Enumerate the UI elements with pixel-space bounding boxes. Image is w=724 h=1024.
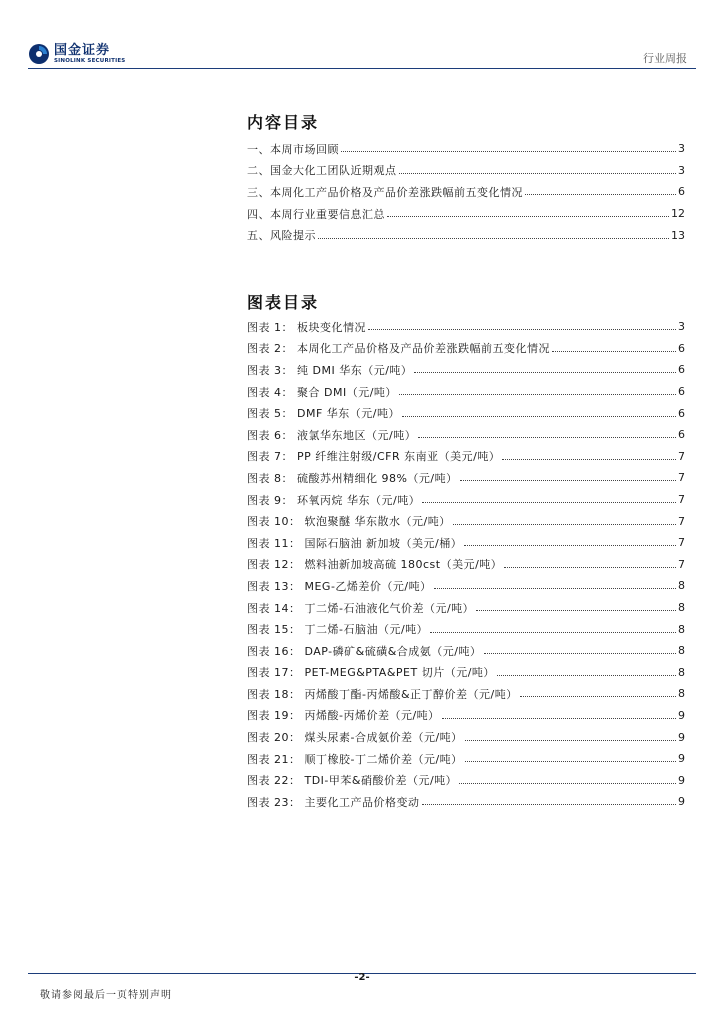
figure-entry[interactable] (247, 640, 685, 662)
contents-entry-page: 3 (678, 163, 685, 177)
contents-list (247, 138, 685, 246)
dot-leader (422, 502, 676, 503)
dot-leader (422, 804, 677, 805)
figure-entry-page: 8 (678, 665, 685, 679)
figure-entry-page: 8 (678, 579, 685, 593)
figure-entry-label: 图表 16： DAP-磷矿&硫磺&合成氨（元/吨） (247, 644, 482, 658)
figure-entry[interactable] (247, 467, 685, 489)
dot-leader (464, 545, 676, 546)
dot-leader (341, 151, 676, 152)
figure-entry-page: 9 (678, 752, 685, 766)
figure-entry-label: 图表 22： TDI-甲苯&硝酸价差（元/吨） (247, 774, 458, 788)
dot-leader (318, 238, 669, 239)
logo-english-name: SINOLINK SECURITIES (54, 57, 126, 64)
figure-entry-page: 8 (678, 687, 685, 701)
figures-title: 图表目录 (247, 293, 320, 312)
figure-entry-label: 图表 9： 环氧丙烷 华东（元/吨） (247, 493, 421, 507)
page-header (0, 0, 724, 70)
figure-entry-page: 7 (678, 471, 685, 485)
figure-entry[interactable] (247, 683, 685, 705)
dot-leader (387, 216, 669, 217)
figure-entry-label: 图表 12： 燃料油新加坡高硫 180cst（美元/吨） (247, 558, 503, 572)
figure-entry[interactable] (247, 424, 685, 446)
contents-entry[interactable] (247, 181, 685, 203)
figure-entry-page: 8 (678, 644, 685, 658)
figure-entry[interactable] (247, 359, 685, 381)
figure-entry-page: 7 (678, 449, 685, 463)
figure-entry[interactable] (247, 489, 685, 511)
figure-entry-label: 图表 5： DMF 华东（元/吨） (247, 407, 400, 421)
figure-entry-page: 9 (678, 795, 685, 809)
dot-leader (465, 761, 676, 762)
figure-entry[interactable] (247, 575, 685, 597)
dot-leader (459, 783, 676, 784)
report-type-label: 行业周报 (643, 52, 687, 65)
figure-entry[interactable] (247, 338, 685, 360)
figure-entry[interactable] (247, 618, 685, 640)
figure-entry-page: 8 (678, 601, 685, 615)
contents-entry-label: 二、国金大化工团队近期观点 (247, 164, 397, 178)
figure-entry-page: 9 (678, 730, 685, 744)
figure-entry-page: 7 (678, 514, 685, 528)
dot-leader (399, 394, 676, 395)
figure-entry-label: 图表 19： 丙烯酸-丙烯价差（元/吨） (247, 709, 440, 723)
figure-entry-label: 图表 4： 聚合 DMI（元/吨） (247, 385, 397, 399)
figure-entry-page: 3 (678, 320, 685, 334)
figure-entry-label: 图表 20： 煤头尿素-合成氨价差（元/吨） (247, 731, 463, 745)
figure-entry-page: 6 (678, 341, 685, 355)
figure-entry[interactable] (247, 554, 685, 576)
figure-entry[interactable] (247, 532, 685, 554)
figure-entry-page: 9 (678, 773, 685, 787)
dot-leader (497, 675, 676, 676)
figure-entry-label: 图表 18： 丙烯酸丁酯-丙烯酸&正丁醇价差（元/吨） (247, 687, 518, 701)
figure-entry-label: 图表 13： MEG-乙烯差价（元/吨） (247, 579, 432, 593)
figure-entry-page: 6 (678, 363, 685, 377)
company-logo (28, 41, 125, 67)
dot-leader (476, 610, 676, 611)
figure-entry-label: 图表 14： 丁二烯-石油液化气价差（元/吨） (247, 601, 475, 615)
figure-entry-label: 图表 17： PET-MEG&PTA&PET 切片（元/吨） (247, 666, 495, 680)
dot-leader (442, 718, 676, 719)
contents-entry-label: 四、本周行业重要信息汇总 (247, 207, 385, 221)
figure-entry-label: 图表 11： 国际石脑油 新加坡（美元/桶） (247, 536, 463, 550)
figure-entry-label: 图表 3： 纯 DMI 华东（元/吨） (247, 363, 413, 377)
figure-entry-label: 图表 10： 软泡聚醚 华东散水（元/吨） (247, 515, 451, 529)
figure-entry[interactable] (247, 769, 685, 791)
figure-entry-page: 7 (678, 536, 685, 550)
page-number: -2- (354, 972, 370, 983)
disclaimer-note: 敬请参阅最后一页特别声明 (40, 990, 172, 1001)
dot-leader (430, 632, 676, 633)
dot-leader (402, 416, 676, 417)
contents-entry[interactable] (247, 203, 685, 225)
figure-entry[interactable] (247, 510, 685, 532)
figure-entry-label: 图表 23： 主要化工产品价格变动 (247, 795, 420, 809)
dot-leader (414, 372, 676, 373)
dot-leader (460, 480, 676, 481)
logo-mark-icon (28, 43, 50, 65)
contents-entry-label: 三、本周化工产品价格及产品价差涨跌幅前五变化情况 (247, 185, 523, 199)
figure-entry[interactable] (247, 381, 685, 403)
figure-entry-page: 8 (678, 622, 685, 636)
figure-entry[interactable] (247, 316, 685, 338)
contents-entry[interactable] (247, 138, 685, 160)
logo-chinese-name: 国金证券 (54, 42, 111, 58)
figure-entry[interactable] (247, 662, 685, 684)
figure-entry[interactable] (247, 726, 685, 748)
dot-leader (525, 194, 676, 195)
figure-entry[interactable] (247, 705, 685, 727)
figure-entry-label: 图表 6： 液氯华东地区（元/吨） (247, 428, 417, 442)
figure-entry[interactable] (247, 748, 685, 770)
figure-entry-page: 7 (678, 557, 685, 571)
contents-entry-label: 一、本周市场回顾 (247, 142, 339, 156)
dot-leader (552, 351, 676, 352)
dot-leader (520, 696, 676, 697)
figure-entry-label: 图表 8： 硫酸苏州精细化 98%（元/吨） (247, 471, 458, 485)
dot-leader (504, 567, 676, 568)
contents-entry-page: 6 (678, 185, 685, 199)
figure-entry-page: 9 (678, 708, 685, 722)
contents-entry[interactable] (247, 160, 685, 182)
dot-leader (368, 329, 676, 330)
figure-entry-page: 7 (678, 493, 685, 507)
figure-entry-label: 图表 1： 板块变化情况 (247, 320, 366, 334)
dot-leader (418, 437, 676, 438)
figure-entry[interactable] (247, 402, 685, 424)
figure-entry-label: 图表 7： PP 纤维注射级/CFR 东南亚（美元/吨） (247, 450, 501, 464)
dot-leader (399, 173, 677, 174)
dot-leader (453, 524, 676, 525)
dot-leader (434, 588, 676, 589)
contents-entry-page: 13 (671, 228, 685, 242)
figures-list (247, 316, 685, 813)
figure-entry-page: 6 (678, 385, 685, 399)
figure-entry-page: 6 (678, 428, 685, 442)
header-divider (28, 68, 696, 69)
dot-leader (484, 653, 676, 654)
contents-entry-page: 3 (678, 142, 685, 156)
figure-entry[interactable] (247, 446, 685, 468)
contents-entry[interactable] (247, 224, 685, 246)
figure-entry-label: 图表 21： 顺丁橡胶-丁二烯价差（元/吨） (247, 752, 463, 766)
figure-entry[interactable] (247, 597, 685, 619)
contents-entry-label: 五、风险提示 (247, 229, 316, 243)
figure-entry-label: 图表 2： 本周化工产品价格及产品价差涨跌幅前五变化情况 (247, 342, 550, 356)
dot-leader (465, 740, 676, 741)
figure-entry-label: 图表 15： 丁二烯-石脑油（元/吨） (247, 623, 429, 637)
dot-leader (502, 459, 676, 460)
figure-entry[interactable] (247, 791, 685, 813)
figure-entry-page: 6 (678, 406, 685, 420)
contents-title: 内容目录 (247, 113, 320, 132)
contents-entry-page: 12 (671, 207, 685, 221)
